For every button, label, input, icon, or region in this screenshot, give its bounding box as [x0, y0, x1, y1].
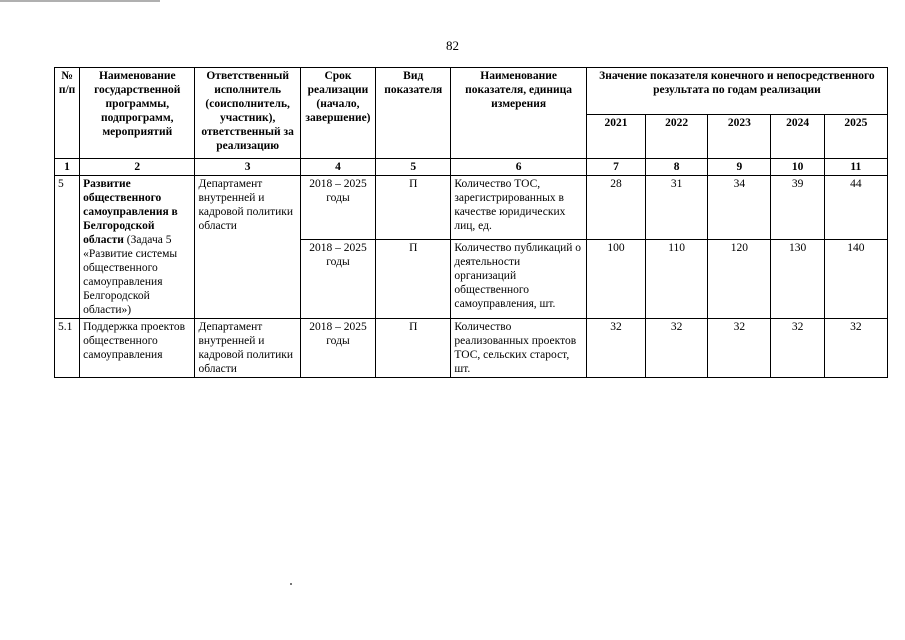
row-name-bold: Развитие общественного самоуправления в Белгородской области [83, 178, 178, 246]
row-indicator-type: П [376, 239, 451, 318]
header-num: № п/п [55, 68, 80, 159]
value-2023: 120 [708, 239, 771, 318]
header-indicator-name: Наименование показателя, единица измерения [451, 68, 586, 159]
column-number: 10 [771, 159, 824, 176]
table-row-5 [55, 176, 888, 240]
header-year-2021: 2021 [586, 115, 645, 159]
header-values-group: Значение показателя конечного и непосредственного результата по годам реализации [586, 68, 887, 115]
value-2022: 110 [646, 239, 708, 318]
header-year-2025: 2025 [824, 115, 887, 159]
value-2025: 140 [824, 239, 887, 318]
page-number: 82 [446, 38, 459, 53]
header-indicator-type: Вид показателя [376, 68, 451, 159]
column-number: 2 [80, 159, 195, 176]
column-number: 8 [646, 159, 708, 176]
table-row-5-1 [55, 319, 888, 378]
value-2024: 130 [771, 239, 824, 318]
column-numbers-row [55, 159, 888, 176]
row-indicator: Количество реализованных проектов ТОС, сельских старост, шт. [451, 319, 586, 378]
column-number: 5 [376, 159, 451, 176]
row-num: 5.1 [55, 319, 80, 378]
column-number: 9 [708, 159, 771, 176]
header-name: Наименование государственной программы, подпрограмм, мероприятий [80, 68, 195, 159]
value-2025: 44 [824, 176, 887, 240]
header-year-2023: 2023 [708, 115, 771, 159]
row-responsible: Департамент внутренней и кадровой политики области [195, 176, 300, 319]
column-number: 3 [195, 159, 300, 176]
header-year-2022: 2022 [646, 115, 708, 159]
header-responsible: Ответственный исполнитель (соисполнитель, участник), ответственный за реализацию [195, 68, 300, 159]
value-2024: 32 [771, 319, 824, 378]
header-year-2024: 2024 [771, 115, 824, 159]
row-period: 2018 – 2025 годы [300, 239, 375, 318]
column-number: 6 [451, 159, 586, 176]
value-2021: 32 [586, 319, 645, 378]
value-2023: 34 [708, 176, 771, 240]
value-2022: 31 [646, 176, 708, 240]
row-indicator-type: П [376, 319, 451, 378]
column-number: 7 [586, 159, 645, 176]
column-number: 4 [300, 159, 375, 176]
value-2021: 100 [586, 239, 645, 318]
scan-speck [290, 583, 292, 585]
row-num: 5 [55, 176, 80, 319]
row-name-rest: (Задача 5 «Развитие системы общественного самоуправления Белгородской области») [83, 234, 178, 316]
header-period: Срок реализации (начало, завершение) [300, 68, 375, 159]
value-2021: 28 [586, 176, 645, 240]
column-number: 11 [824, 159, 887, 176]
column-number: 1 [55, 159, 80, 176]
value-2022: 32 [646, 319, 708, 378]
value-2023: 32 [708, 319, 771, 378]
row-indicator: Количество публикаций о деятельности организаций общественного самоуправления, шт. [451, 239, 586, 318]
value-2025: 32 [824, 319, 887, 378]
row-name: Поддержка проектов общественного самоуправления [80, 319, 195, 378]
row-name [80, 176, 195, 319]
row-period: 2018 – 2025 годы [300, 319, 375, 378]
row-indicator-type: П [376, 176, 451, 240]
scan-artifact-line [0, 0, 160, 2]
indicators-table [54, 67, 888, 378]
row-responsible: Департамент внутренней и кадровой политики области [195, 319, 300, 378]
value-2024: 39 [771, 176, 824, 240]
row-indicator: Количество ТОС, зарегистрированных в качестве юридических лиц, ед. [451, 176, 586, 240]
row-period: 2018 – 2025 годы [300, 176, 375, 240]
